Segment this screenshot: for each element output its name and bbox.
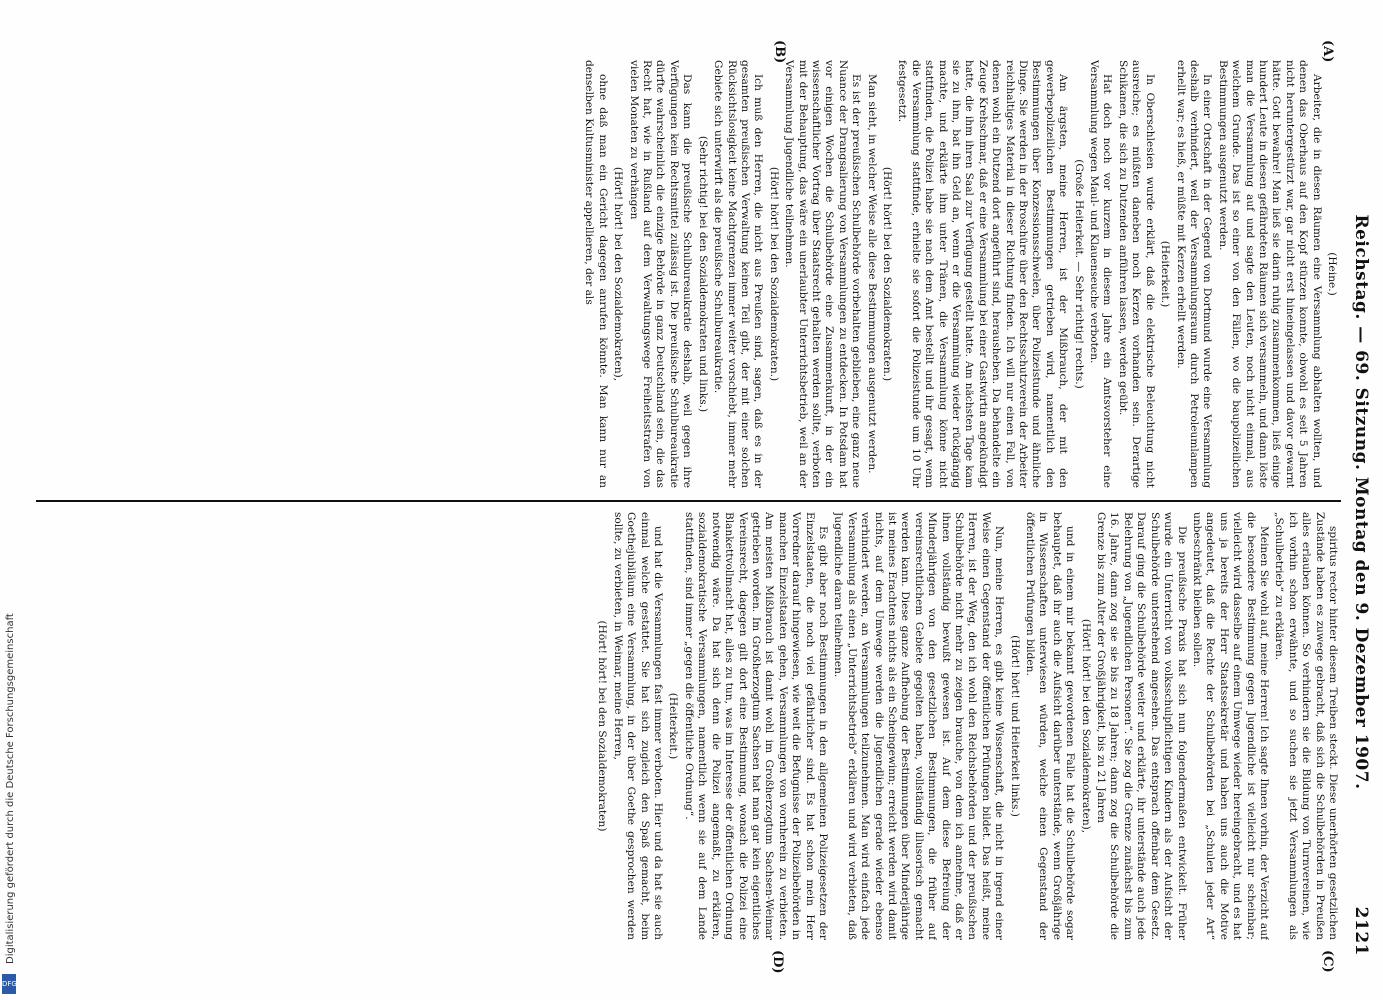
paragraph: Die preußische Praxis hat sich nun folgendermaßen entwickelt. Früher wurde ein Unterricht von volksschulpflichtigen Kindern als der Aufsicht der Schulbehörde unterstehend angesehen. Das entsprach offenbar dem Gesetz. Darauf ging die Schulbehörde weiter und erklärte, ihr unterstände auch jede Belehrung von „Jugendlichen Personen“. Sie zog die Grenze zunächst bis zum 16. Jahre, dann zog sie sie bis zu 18 Jahren; dann zog die Schulbehörde die Grenze bis zum Alter der Großjährigkeit, bis zu 21 Jahren xyxy=(1095,512,1188,940)
paragraph: und in einem mir bekannt gewordenen Falle hat die Schulbehörde sogar behauptet, daß ihr auch die Aufsicht darüber unterstände, wenn Großjährige in Wissenschaften unterwiesen würden, welche einen Gegenstand der öffentlichen Prüfungen bilden. xyxy=(1024,512,1077,940)
header-title: Reichstag. — 69. Sitzung. Montag den 9. Dezember 1907. xyxy=(1351,214,1371,790)
paragraph: Man sieht, in welcher Weise alle diese Bestimmungen ausgenutzt werden. xyxy=(865,74,878,474)
paragraph: (Hört! hört! bei den Sozialdemokraten.) xyxy=(881,166,893,382)
paragraph: spiritus rector hinter diesem Treiben steckt. Diese unerhörten gesetzlichen Zustände haben es zuwege gebracht, daß sich die Schulbehörden in Preußen alles erlauben können. So verhindern sie die Bildung von Turnvereinen, wie ich vorhin schon erwähnte, und so suchen sie jetzt Versammlungen als „Schulbetrieb“ zu erklären. xyxy=(1273,512,1339,940)
column-divider xyxy=(36,500,1341,502)
paragraph: (Hört! hört! bei den Sozialdemokraten), xyxy=(1079,618,1092,834)
paragraph: Es ist der preußischen Schulbehörde vorbehalten geblieben, eine ganz neue Nuance der Drangsalierung von Versammlungen zu entdecken. In Potsdam hat vor einigen Wochen die Schulbehörde eine Zusammenkunft, in der ein wissenschaftlicher Vortrag über Staatsrecht gehalten werden sollte, verboten mit der Behauptung, das wäre ein unerlaubter Unterrichtsbetrieb, weil an der Versammlung Jugendliche teilnehmen. xyxy=(783,60,863,488)
paragraph: Meinen Sie wohl auf, meine Herren! Ich sagte Ihnen vorhin, der Verzicht auf die besondere Bestimmung gegen Jugendliche ist vielleicht nur scheinbar; vielleicht wird dasselbe auf einem Umwege wieder hereingebracht, und es hat uns ja bereits der Herr Staatssekretär und haben uns auch die Motive angedeutet, daß die Rechte der Schulbehörden bei „Schulen jeder Art“ unbeschränkt bleiben sollen. xyxy=(1190,512,1270,940)
dfg-logo: DFG xyxy=(2,974,16,994)
attribution-strip xyxy=(0,574,18,994)
paragraph: (Hört! hört! bei den Sozialdemokraten.) xyxy=(767,166,780,382)
paragraph: (Heiterkeit.) xyxy=(667,692,680,760)
left-text-column xyxy=(39,60,1339,488)
page-number: 2121 xyxy=(1351,906,1371,956)
margin-marker-a: (A) xyxy=(1320,40,1335,63)
paragraph: (Sehr richtig! bei den Sozialdemokraten und links.) xyxy=(696,135,709,413)
margin-marker-c: (C) xyxy=(1320,950,1335,973)
paragraph: (Hört! hört! und Heiterkeit links.) xyxy=(1008,635,1021,817)
paragraph: In Oberschlesien wurde erklärt, daß die elektrische Beleuchtung nicht ausreiche; es müßten daneben noch Kerzen vorhanden sein. Derartige Schikanen, die sich zu Dutzenden anführen lassen, werden geübt. xyxy=(1116,60,1156,488)
paragraph: Es gibt aber noch Bestimmungen in den allgemeinen Polizeigesetzen der Einzelstaaten, die noch viel gefährlicher sind. Es hat schon mein Herr Vorredner darauf hingewiesen, wie weit die Befugnisse der Polizeibehörden in manchen Einzelstaaten gehen, Versammlungen von vornherein zu verbieten. Am meisten Mißbrauch ist damit wohl im Großherzogtum Sachsen-Weimar getrieben worden. Im Großherzogtum Sachsen hat man gar kein eigentliches Vereinsrecht, dagegen gilt dort eine Bestimmung, wonach die Polizei eine Blankettvollmacht hat, alles zu tun, was im Interesse der öffentlichen Ordnung notwendig wäre. Da hat sich denn die Polizei angemaßt, zu erklären, sozialdemokratische Versammlungen, namentlich wenn sie auf dem Lande stattfinden, sind immer „gegen die öffentliche Ordnung“. xyxy=(682,512,829,940)
paragraph: In einer Ortschaft in der Gegend von Dortmund wurde eine Versammlung deshalb verhindert, weil der Versammlungsraum durch Petroleumlampen erhellt war; es hieß, er müßte mit Kerzen erhellt werden. xyxy=(1174,60,1214,488)
paragraph: (Heiterkeit.) xyxy=(1159,240,1172,308)
paragraph: und hat die Versammlungen fast immer verboten. Hier und da hat sie auch einmal welche gestattet. Sie hat sich zugleich den Spaß gemacht, beim Goethejubiläum eine Versammlung, in der über Goethe gesprochen werden sollte, zu verbieten, in Weimar, meine Herren, xyxy=(611,512,665,940)
paragraph: (Große Heiterkeit. — Sehr richtig! rechts.) xyxy=(1072,159,1085,389)
paragraph: Das kann die preußische Schulbureaukratie deshalb, weil gegen ihre Verfügungen kein Rechtsmittel zulässig ist. Die preußische Schulbureaukratie dürfte wahrscheinlich die einzige Behörde in ganz Deutschland sein, die das Recht hat, wie in Rußland auf dem Verwaltungswege Freiheitsstrafen von vielen Monaten zu verhängen xyxy=(627,60,694,488)
right-text-column xyxy=(39,512,1339,940)
paragraph: Ich muß den Herren, die nicht aus Preußen sind, sagen, daß es in der gesamten preußischen Verwaltung keinen Teil gibt, der mit einer solchen Rücksichtslosigkeit keine Machtgrenzen immer weiter vorschiebt, immer mehr Gebiete sich unterwirft als die preußische Schulbureaukratie. xyxy=(712,60,765,488)
paragraph: Hat doch noch vor kurzem in diesem Jahre ein Amtsvorsteher eine Versammlung wegen Maul- und Klauenseuche verboten. xyxy=(1088,60,1114,488)
margin-marker-d: (D) xyxy=(770,950,785,974)
paragraph: ohne daß man ein Gericht dagegen anrufen könnte. Man kann nur an denselben Kultusminister appellieren, der als xyxy=(583,60,609,488)
page-header xyxy=(1345,48,1371,956)
attribution-text: Digitalisierung gefördert durch die Deutsche Forschungsgemeinschaft xyxy=(5,613,16,964)
paragraph: Nun, meine Herren, es gibt keine Wissenschaft, die nicht in irgend einer Weise einen Gegenstand der öffentlichen Prüfungen bildet. Das heißt, meine Herren, ist der Weg, den ich wohl den Reichsbehörden und der preußischen Schulbehörde nicht mehr zu zeigen brauche, von dem ich annehme, daß er ihnen vollständig bewußt gewesen ist. Auf dem diese Befreiung der Minderjährigen von den gesetzlichen Bestimmungen, die früher auf vereinsrechtlichem Gebiete gegolten haben, vollständig illusorisch gemacht werden kann. Diese ganze Aufhebung der Bestimmungen über Minderjährige ist meines Erachtens nichts als ein Scheingewinn; erreicht werden wird damit nichts, auf dem Umwege werden die Jugendlichen gerade wieder ebenso verhindert werden, an Versammlungen teilzunehmen. Man wird einfach jede Versammlung als einen „Unterrichtsbetrieb“ erklären und wird verbieten, daß Jugendliche daran teilnehmen. xyxy=(832,512,1006,940)
paragraph: Arbeiter, die in diesen Räumen eine Versammlung abhalten wollten, und denen das Oberhaus auf den Kopf stürzen konnte, obwohl es seit 5 Jahren nicht heruntergestürzt war, gar nicht erst hineingelassen und davor gewarnt hätte. Gott bewahre! Man ließ sie darin ruhig zusammenkommen, ließ einige hundert Leute in diesen gefährdeten Räumen sich versammeln, und dann löste man die Versammlung auf und sagte den Leuten, noch nicht einmal, aus welchem Grunde. Das ist so einer von den Fällen, wo die baupolizeilichen Bestimmungen ausgenutzt werden. xyxy=(1216,60,1323,488)
paragraph: (Hört! hört! bei den Sozialdemokraten) xyxy=(596,620,609,832)
paragraph: (Hört! hört! bei den Sozialdemokraten), xyxy=(612,166,625,382)
margin-marker-b: (B) xyxy=(772,40,787,64)
paragraph: (Heine.) xyxy=(1326,252,1338,296)
paragraph: Am ärgsten, meine Herren, ist der Mißbrauch, der mit den gewerbepolizeilichen Bestimmungen getrieben wird, namentlich den Bestimmungen über Konzessionsschwelen, über Polizeistunde und ähnliche Dinge. Sie werden in der Broschüre über den Rechtsschutzverein der Arbeiter reichhaltiges Material in dieser Richtung finden. Ich will nur einen Fall, von denen wohl ein Dutzend dort angeführt sind, herausheben. Da behandelte ein Zeuge Krehschmar, daß er eine Versammlung bei einer Gastwirtin angekündigt hatte, die ihm ihren Saal zur Verfügung gestellt hatte. Am nächsten Tage kam sie zu ihm, bat ihn Geld an, wenn er die Versammlung wieder rückgängig machte, und erklärte ihm unter Tränen, die Versammlung könne nicht stattfinden, die Polizei habe sie nach dem Amt bestellt und ihr gesagt, wenn die Versammlung stattfinde, erhielte sie sofort die Polizeistunde um 10 Uhr festgesetzt. xyxy=(896,60,1070,488)
